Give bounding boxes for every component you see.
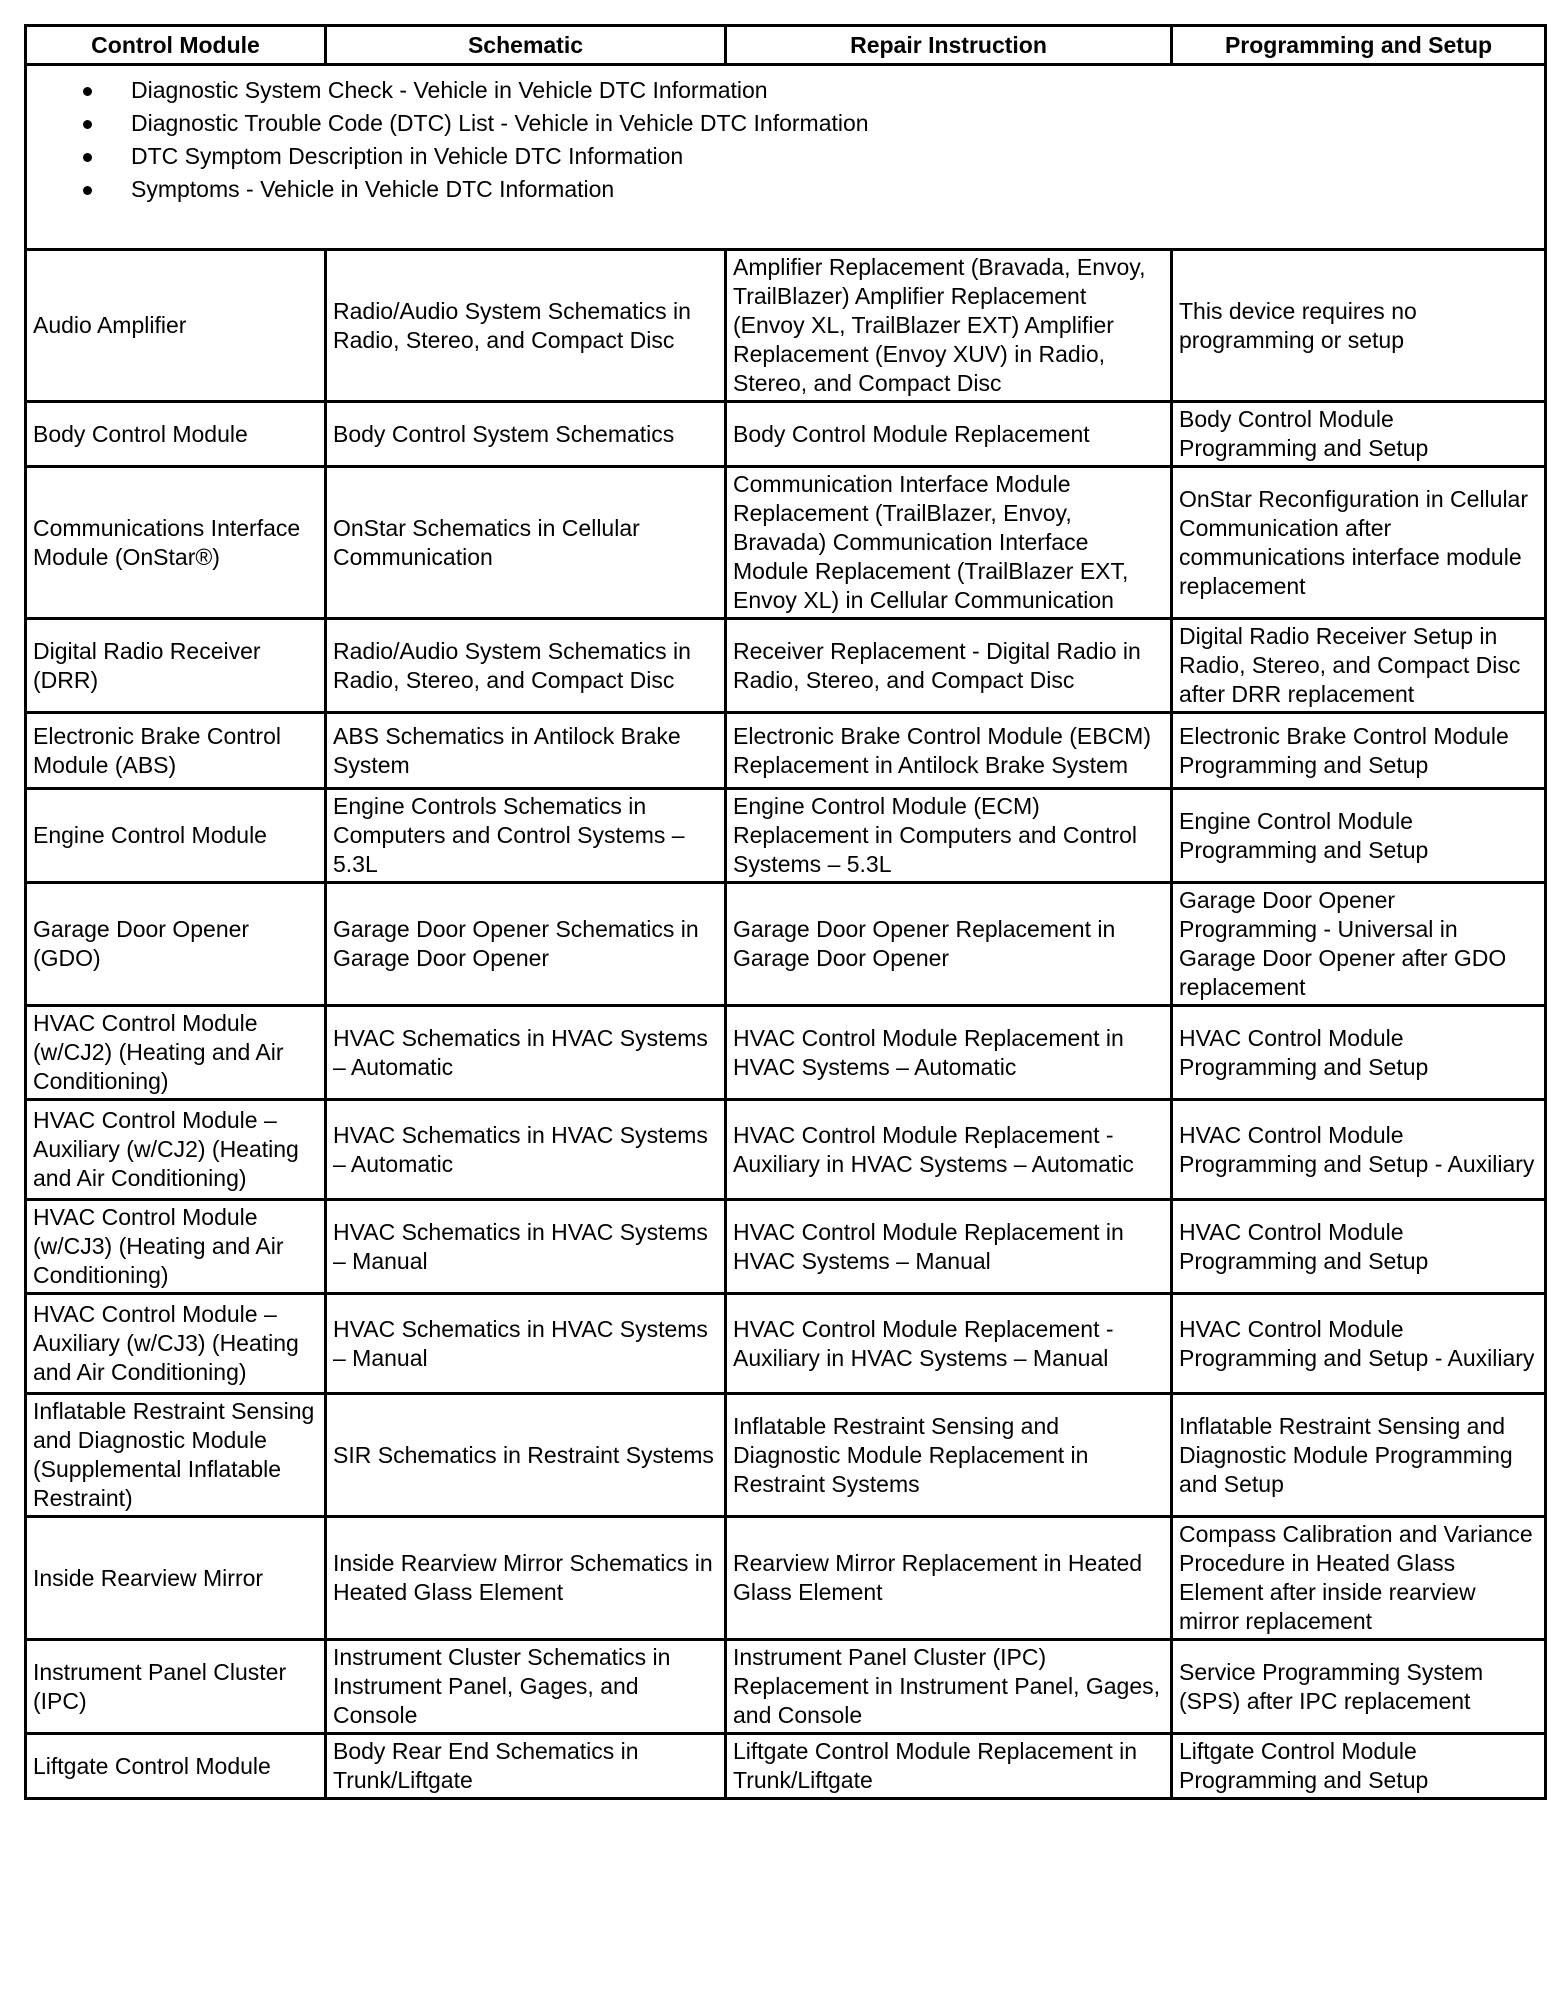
table-row <box>26 713 1546 789</box>
cell-repair-instruction: Body Control Module Replacement <box>726 402 1172 467</box>
cell-schematic: Garage Door Opener Schematics in Garage Door Opener <box>326 883 726 1006</box>
info-row <box>26 65 1546 250</box>
cell-programming-and-setup: HVAC Control Module Programming and Setup <box>1172 1200 1546 1294</box>
cell-control-module: Body Control Module <box>26 402 326 467</box>
cell-repair-instruction: Liftgate Control Module Replacement in Trunk/Liftgate <box>726 1734 1172 1799</box>
cell-repair-instruction: HVAC Control Module Replacement - Auxiliary in HVAC Systems – Manual <box>726 1294 1172 1394</box>
cell-programming-and-setup: Digital Radio Receiver Setup in Radio, Stereo, and Compact Disc after DRR replacement <box>1172 619 1546 713</box>
table-row <box>26 789 1546 883</box>
header-schematic: Schematic <box>326 26 726 65</box>
cell-schematic: ABS Schematics in Antilock Brake System <box>326 713 726 789</box>
table-row <box>26 1100 1546 1200</box>
cell-control-module: Inflatable Restraint Sensing and Diagnostic Module (Supplemental Inflatable Restraint) <box>26 1394 326 1517</box>
cell-programming-and-setup: OnStar Reconfiguration in Cellular Communication after communications interface module replacement <box>1172 467 1546 619</box>
cell-programming-and-setup: Engine Control Module Programming and Setup <box>1172 789 1546 883</box>
cell-programming-and-setup: Garage Door Opener Programming - Universal in Garage Door Opener after GDO replacement <box>1172 883 1546 1006</box>
info-item: Diagnostic System Check - Vehicle in Vehicle DTC Information <box>131 74 1544 107</box>
cell-schematic: Radio/Audio System Schematics in Radio, Stereo, and Compact Disc <box>326 250 726 402</box>
table-row <box>26 250 1546 402</box>
cell-programming-and-setup: This device requires no programming or setup <box>1172 250 1546 402</box>
cell-control-module: Inside Rearview Mirror <box>26 1517 326 1640</box>
table-row <box>26 1006 1546 1100</box>
cell-control-module: Engine Control Module <box>26 789 326 883</box>
cell-schematic: HVAC Schematics in HVAC Systems – Manual <box>326 1200 726 1294</box>
cell-control-module: Audio Amplifier <box>26 250 326 402</box>
cell-repair-instruction: Electronic Brake Control Module (EBCM) Replacement in Antilock Brake System <box>726 713 1172 789</box>
cell-repair-instruction: HVAC Control Module Replacement - Auxiliary in HVAC Systems – Automatic <box>726 1100 1172 1200</box>
cell-control-module: Communications Interface Module (OnStar®) <box>26 467 326 619</box>
cell-repair-instruction: HVAC Control Module Replacement in HVAC Systems – Automatic <box>726 1006 1172 1100</box>
cell-repair-instruction: Communication Interface Module Replacement (TrailBlazer, Envoy, Bravada) Communication Interface Module Replacement (TrailBlazer EXT, Envoy XL) in Cellular Communication <box>726 467 1172 619</box>
control-module-table-sheet <box>24 24 1544 1800</box>
cell-programming-and-setup: Service Programming System (SPS) after IPC replacement <box>1172 1640 1546 1734</box>
info-item: DTC Symptom Description in Vehicle DTC Information <box>131 140 1544 173</box>
header-repair-instruction: Repair Instruction <box>726 26 1172 65</box>
cell-schematic: Body Rear End Schematics in Trunk/Liftgate <box>326 1734 726 1799</box>
info-cell <box>26 65 1546 250</box>
cell-repair-instruction: HVAC Control Module Replacement in HVAC Systems – Manual <box>726 1200 1172 1294</box>
cell-programming-and-setup: Body Control Module Programming and Setup <box>1172 402 1546 467</box>
cell-schematic: SIR Schematics in Restraint Systems <box>326 1394 726 1517</box>
info-list <box>27 74 1544 206</box>
cell-control-module: Instrument Panel Cluster (IPC) <box>26 1640 326 1734</box>
header-programming-and-setup: Programming and Setup <box>1172 26 1546 65</box>
cell-repair-instruction: Instrument Panel Cluster (IPC) Replacement in Instrument Panel, Gages, and Console <box>726 1640 1172 1734</box>
table-row <box>26 883 1546 1006</box>
info-item: Diagnostic Trouble Code (DTC) List - Vehicle in Vehicle DTC Information <box>131 107 1544 140</box>
cell-schematic: Instrument Cluster Schematics in Instrument Panel, Gages, and Console <box>326 1640 726 1734</box>
cell-control-module: HVAC Control Module (w/CJ3) (Heating and Air Conditioning) <box>26 1200 326 1294</box>
cell-repair-instruction: Inflatable Restraint Sensing and Diagnostic Module Replacement in Restraint Systems <box>726 1394 1172 1517</box>
cell-control-module: Liftgate Control Module <box>26 1734 326 1799</box>
table-row <box>26 402 1546 467</box>
cell-schematic: HVAC Schematics in HVAC Systems – Automatic <box>326 1006 726 1100</box>
cell-schematic: OnStar Schematics in Cellular Communication <box>326 467 726 619</box>
cell-control-module: Electronic Brake Control Module (ABS) <box>26 713 326 789</box>
cell-repair-instruction: Garage Door Opener Replacement in Garage Door Opener <box>726 883 1172 1006</box>
cell-control-module: HVAC Control Module (w/CJ2) (Heating and Air Conditioning) <box>26 1006 326 1100</box>
cell-schematic: Radio/Audio System Schematics in Radio, Stereo, and Compact Disc <box>326 619 726 713</box>
cell-schematic: HVAC Schematics in HVAC Systems – Automatic <box>326 1100 726 1200</box>
info-item: Symptoms - Vehicle in Vehicle DTC Information <box>131 173 1544 206</box>
cell-schematic: Body Control System Schematics <box>326 402 726 467</box>
table-row <box>26 1394 1546 1517</box>
cell-schematic: Engine Controls Schematics in Computers and Control Systems – 5.3L <box>326 789 726 883</box>
cell-repair-instruction: Amplifier Replacement (Bravada, Envoy, TrailBlazer) Amplifier Replacement (Envoy XL, TrailBlazer EXT) Amplifier Replacement (Envoy XUV) in Radio, Stereo, and Compact Disc <box>726 250 1172 402</box>
control-module-table <box>24 24 1547 1800</box>
cell-programming-and-setup: HVAC Control Module Programming and Setup - Auxiliary <box>1172 1294 1546 1394</box>
cell-programming-and-setup: Inflatable Restraint Sensing and Diagnostic Module Programming and Setup <box>1172 1394 1546 1517</box>
cell-programming-and-setup: Liftgate Control Module Programming and Setup <box>1172 1734 1546 1799</box>
cell-control-module: HVAC Control Module – Auxiliary (w/CJ3) (Heating and Air Conditioning) <box>26 1294 326 1394</box>
table-row <box>26 1517 1546 1640</box>
cell-programming-and-setup: Electronic Brake Control Module Programming and Setup <box>1172 713 1546 789</box>
cell-programming-and-setup: HVAC Control Module Programming and Setup - Auxiliary <box>1172 1100 1546 1200</box>
table-row <box>26 1294 1546 1394</box>
cell-control-module: HVAC Control Module – Auxiliary (w/CJ2) (Heating and Air Conditioning) <box>26 1100 326 1200</box>
cell-control-module: Digital Radio Receiver (DRR) <box>26 619 326 713</box>
header-control-module: Control Module <box>26 26 326 65</box>
table-row <box>26 1734 1546 1799</box>
cell-repair-instruction: Engine Control Module (ECM) Replacement in Computers and Control Systems – 5.3L <box>726 789 1172 883</box>
cell-control-module: Garage Door Opener (GDO) <box>26 883 326 1006</box>
table-row <box>26 467 1546 619</box>
cell-repair-instruction: Receiver Replacement - Digital Radio in Radio, Stereo, and Compact Disc <box>726 619 1172 713</box>
table-row <box>26 619 1546 713</box>
table-row <box>26 1640 1546 1734</box>
cell-schematic: Inside Rearview Mirror Schematics in Heated Glass Element <box>326 1517 726 1640</box>
cell-programming-and-setup: HVAC Control Module Programming and Setup <box>1172 1006 1546 1100</box>
cell-programming-and-setup: Compass Calibration and Variance Procedure in Heated Glass Element after inside rearview mirror replacement <box>1172 1517 1546 1640</box>
table-row <box>26 1200 1546 1294</box>
header-row <box>26 26 1546 65</box>
cell-schematic: HVAC Schematics in HVAC Systems – Manual <box>326 1294 726 1394</box>
cell-repair-instruction: Rearview Mirror Replacement in Heated Glass Element <box>726 1517 1172 1640</box>
